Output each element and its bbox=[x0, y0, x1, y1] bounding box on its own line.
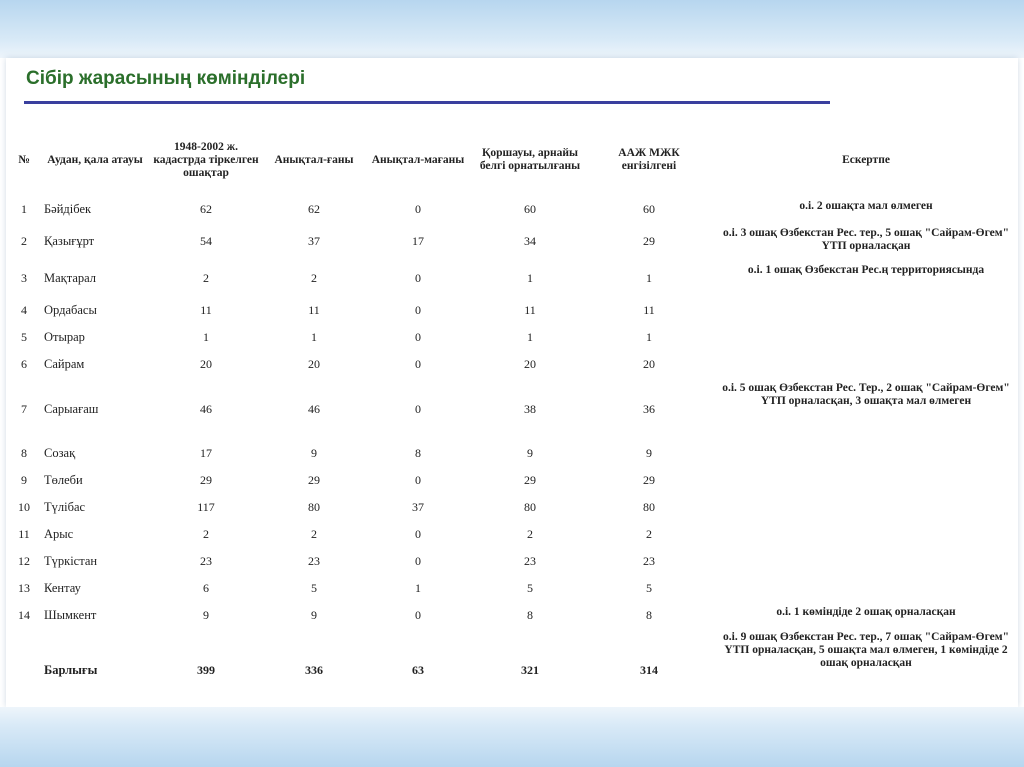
cell-aaj: 11 bbox=[643, 303, 655, 317]
cell-aaj: 29 bbox=[643, 234, 655, 248]
cell-fenced: 23 bbox=[524, 554, 536, 568]
cell-unidentified: 37 bbox=[412, 500, 424, 514]
cell-identified: 9 bbox=[311, 446, 317, 460]
cell-fenced: 20 bbox=[524, 357, 536, 371]
cell-note bbox=[708, 494, 1024, 521]
cell-no: 12 bbox=[18, 554, 30, 568]
cell-note bbox=[708, 297, 1024, 324]
cell-unidentified: 0 bbox=[415, 401, 421, 416]
cell-no: 1 bbox=[21, 202, 27, 216]
cell-note: о.і. 2 ошақта мал өлмеген bbox=[799, 200, 933, 212]
cell-identified: 46 bbox=[308, 401, 320, 416]
cell-identified: 2 bbox=[311, 271, 317, 285]
table-row bbox=[8, 378, 1024, 440]
cell-unidentified: 0 bbox=[415, 202, 421, 216]
table-row bbox=[8, 297, 1024, 324]
cell-unidentified: 0 bbox=[415, 271, 421, 285]
cell-fenced: 38 bbox=[524, 401, 536, 416]
cell-no: 4 bbox=[21, 303, 27, 317]
cell-identified: 5 bbox=[311, 581, 317, 595]
cell-identified: 37 bbox=[308, 234, 320, 248]
bottom-gradient-band bbox=[0, 707, 1024, 767]
cell-unidentified: 0 bbox=[415, 554, 421, 568]
cell-identified: 62 bbox=[308, 202, 320, 216]
cell-district: Кентау bbox=[44, 581, 81, 595]
cell-note: о.і. 1 ошақ Өзбекстан Рес.ң территориясында bbox=[747, 264, 985, 276]
table-row bbox=[8, 351, 1024, 378]
cell-registered: 20 bbox=[200, 357, 212, 371]
cell-unidentified: 0 bbox=[415, 303, 421, 317]
cell-aaj: 5 bbox=[646, 581, 652, 595]
cell-note bbox=[708, 575, 1024, 602]
cell-no: 8 bbox=[21, 446, 27, 460]
cell-fenced: 29 bbox=[524, 473, 536, 487]
cell-unidentified: 0 bbox=[415, 330, 421, 344]
burial-sites-table bbox=[8, 124, 1024, 711]
total-registered: 399 bbox=[197, 662, 215, 677]
cell-registered: 17 bbox=[200, 446, 212, 460]
table-row bbox=[8, 440, 1024, 467]
header-registered: 1948-2002 ж. кадастрда тіркелген ошақтар bbox=[153, 140, 259, 179]
cell-district: Шымкент bbox=[44, 608, 97, 622]
cell-registered: 29 bbox=[200, 473, 212, 487]
header-fenced: Қоршауы, арнайы белгі орнатылғаны bbox=[479, 147, 581, 172]
cell-no: 11 bbox=[18, 527, 30, 541]
cell-no: 9 bbox=[21, 473, 27, 487]
cell-unidentified: 1 bbox=[415, 581, 421, 595]
cell-unidentified: 0 bbox=[415, 527, 421, 541]
cell-no: 14 bbox=[18, 608, 30, 622]
cell-identified: 11 bbox=[308, 303, 320, 317]
cell-no: 13 bbox=[18, 581, 30, 595]
cell-unidentified: 0 bbox=[415, 473, 421, 487]
cell-aaj: 1 bbox=[646, 330, 652, 344]
cell-note bbox=[708, 351, 1024, 378]
cell-district: Мақтарал bbox=[44, 271, 97, 285]
cell-registered: 2 bbox=[203, 527, 209, 541]
cell-district: Ордабасы bbox=[44, 303, 97, 317]
cell-unidentified: 8 bbox=[415, 446, 421, 460]
header-district: Аудан, қала атауы bbox=[47, 153, 143, 166]
cell-unidentified: 17 bbox=[412, 234, 424, 248]
cell-no: 7 bbox=[21, 401, 27, 416]
cell-identified: 9 bbox=[311, 608, 317, 622]
header-aaj: ААЖ МЖК енгізілгені bbox=[618, 147, 680, 172]
header-row bbox=[8, 124, 1024, 196]
cell-fenced: 1 bbox=[527, 271, 533, 285]
cell-district: Сарыағаш bbox=[44, 401, 99, 416]
cell-registered: 62 bbox=[200, 202, 212, 216]
table-row bbox=[8, 196, 1024, 223]
cell-registered: 9 bbox=[203, 608, 209, 622]
cell-identified: 2 bbox=[311, 527, 317, 541]
cell-unidentified: 0 bbox=[415, 357, 421, 371]
cell-registered: 117 bbox=[197, 500, 215, 514]
cell-registered: 6 bbox=[203, 581, 209, 595]
cell-district: Отырар bbox=[44, 330, 85, 344]
total-row bbox=[8, 629, 1024, 711]
cell-aaj: 9 bbox=[646, 446, 652, 460]
cell-fenced: 1 bbox=[527, 330, 533, 344]
cell-aaj: 23 bbox=[643, 554, 655, 568]
cell-registered: 1 bbox=[203, 330, 209, 344]
total-no bbox=[8, 629, 40, 711]
cell-identified: 80 bbox=[308, 500, 320, 514]
title-underline bbox=[24, 101, 830, 104]
cell-aaj: 29 bbox=[643, 473, 655, 487]
cell-no: 10 bbox=[18, 500, 30, 514]
cell-unidentified: 0 bbox=[415, 608, 421, 622]
cell-fenced: 34 bbox=[524, 234, 536, 248]
cell-fenced: 2 bbox=[527, 527, 533, 541]
cell-fenced: 80 bbox=[524, 500, 536, 514]
table-row bbox=[8, 494, 1024, 521]
top-gradient-band bbox=[0, 0, 1024, 58]
table-row bbox=[8, 223, 1024, 260]
cell-aaj: 2 bbox=[646, 527, 652, 541]
cell-note: о.і. 1 көміндіде 2 ошақ орналасқан bbox=[776, 606, 956, 618]
cell-identified: 23 bbox=[308, 554, 320, 568]
cell-no: 6 bbox=[21, 357, 27, 371]
cell-note: о.і. 3 ошақ Өзбекстан Рес. тер., 5 ошақ "Сайрам-Өгем" ҮТП орналасқан bbox=[723, 227, 1009, 252]
cell-fenced: 8 bbox=[527, 608, 533, 622]
total-unidentified: 63 bbox=[412, 662, 424, 677]
total-identified: 336 bbox=[305, 662, 323, 677]
table-row bbox=[8, 575, 1024, 602]
cell-registered: 23 bbox=[200, 554, 212, 568]
cell-note bbox=[708, 467, 1024, 494]
cell-no: 5 bbox=[21, 330, 27, 344]
cell-aaj: 1 bbox=[646, 271, 652, 285]
cell-district: Төлеби bbox=[44, 473, 83, 487]
cell-fenced: 11 bbox=[524, 303, 536, 317]
cell-identified: 29 bbox=[308, 473, 320, 487]
cell-registered: 2 bbox=[203, 271, 209, 285]
table-row bbox=[8, 521, 1024, 548]
total-label: Барлығы bbox=[44, 662, 98, 677]
page-title: Сібір жарасының көміндiлерi bbox=[26, 68, 306, 89]
cell-aaj: 80 bbox=[643, 500, 655, 514]
cell-aaj: 60 bbox=[643, 202, 655, 216]
header-identified: Анықтал-ғаны bbox=[274, 153, 354, 166]
header-no: № bbox=[18, 153, 30, 166]
cell-note bbox=[708, 440, 1024, 467]
header-note: Ескертпе bbox=[842, 153, 890, 166]
table-row bbox=[8, 324, 1024, 351]
header-unidentified: Анықтал-мағаны bbox=[371, 153, 465, 166]
total-note: о.і. 9 ошақ Өзбекстан Рес. тер., 7 ошақ "Сайрам-Өгем" ҮТП орналасқан, 5 ошақта мал өлмеген, 1 көміндіде 2 ошақ орналасқан bbox=[723, 631, 1009, 669]
cell-district: Арыс bbox=[44, 527, 74, 541]
cell-district: Сайрам bbox=[44, 357, 85, 371]
cell-district: Түркістан bbox=[44, 554, 98, 568]
cell-note bbox=[708, 548, 1024, 575]
cell-note bbox=[708, 324, 1024, 351]
table-row bbox=[8, 548, 1024, 575]
table-row bbox=[8, 260, 1024, 297]
cell-registered: 11 bbox=[200, 303, 212, 317]
table-row bbox=[8, 467, 1024, 494]
total-fenced: 321 bbox=[521, 662, 539, 677]
cell-district: Созақ bbox=[44, 446, 76, 460]
cell-fenced: 5 bbox=[527, 581, 533, 595]
cell-note bbox=[708, 521, 1024, 548]
total-aaj: 314 bbox=[640, 662, 658, 677]
cell-registered: 46 bbox=[200, 401, 212, 416]
cell-aaj: 8 bbox=[646, 608, 652, 622]
cell-no: 3 bbox=[21, 271, 27, 285]
cell-note: о.і. 5 ошақ Өзбекстан Рес. Тер., 2 ошақ "Сайрам-Өгем" ҮТП орналасқан, 3 ошақта мал өлмеген bbox=[722, 382, 1010, 407]
cell-identified: 20 bbox=[308, 357, 320, 371]
cell-aaj: 20 bbox=[643, 357, 655, 371]
cell-registered: 54 bbox=[200, 234, 212, 248]
cell-district: Қазығұрт bbox=[44, 234, 95, 248]
cell-no: 2 bbox=[21, 234, 27, 248]
table-row bbox=[8, 602, 1024, 629]
cell-district: Бәйдібек bbox=[44, 202, 92, 216]
cell-fenced: 60 bbox=[524, 202, 536, 216]
cell-district: Түлібас bbox=[44, 500, 86, 514]
cell-aaj: 36 bbox=[643, 401, 655, 416]
cell-identified: 1 bbox=[311, 330, 317, 344]
cell-fenced: 9 bbox=[527, 446, 533, 460]
